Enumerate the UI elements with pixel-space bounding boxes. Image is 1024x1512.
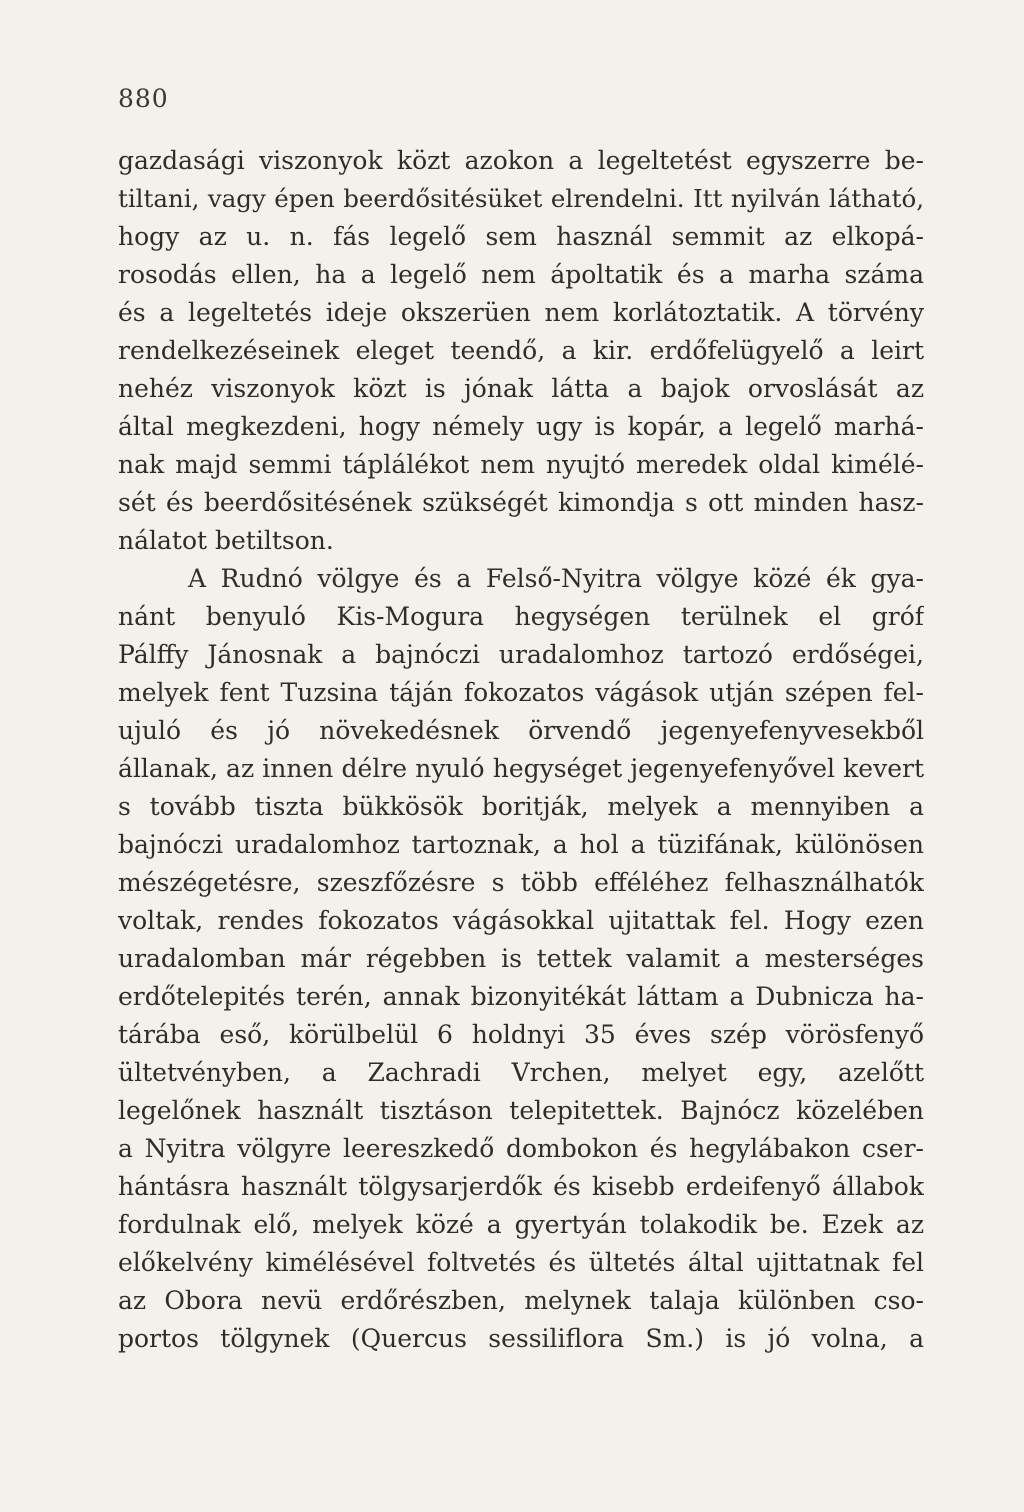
text-line: A Rudnó völgye és a Felső-Nyitra völgye közé ék gya-	[188, 564, 924, 593]
text-line: nálatot betiltson.	[118, 526, 334, 555]
text-line: az Obora nevü erdőrészben, melynek talaja különben cso-	[118, 1286, 924, 1315]
text-line: uradalomban már régebben is tettek valamit a mesterséges	[118, 944, 924, 973]
text-line: állanak, az innen délre nyuló hegységet jegenyefenyővel kevert	[118, 754, 924, 783]
body-text	[118, 142, 924, 1442]
text-line: nak majd semmi táplálékot nem nyujtó meredek oldal kimélé-	[118, 450, 924, 479]
text-line: és a legeltetés ideje okszerüen nem korlátoztatik. A törvény	[118, 298, 924, 327]
text-line: voltak, rendes fokozatos vágásokkal ujitattak fel. Hogy ezen	[118, 906, 924, 935]
text-line: hántásra használt tölgysarjerdők és kisebb erdeifenyő állabok	[118, 1172, 924, 1201]
text-line: a Nyitra völgyre leereszkedő dombokon és hegylábakon cser-	[118, 1134, 924, 1163]
text-line: nehéz viszonyok közt is jónak látta a bajok orvoslását az	[118, 374, 924, 403]
text-line: fordulnak elő, melyek közé a gyertyán tolakodik be. Ezek az	[118, 1210, 924, 1239]
text-line: erdőtelepités terén, annak bizonyitékát láttam a Dubnicza ha-	[118, 982, 924, 1011]
text-line: mészégetésre, szeszfőzésre s több efféléhez felhasználhatók	[118, 868, 924, 897]
text-line: ujuló és jó növekedésnek örvendő jegenyefenyvesekből	[118, 716, 924, 745]
page-number: 880	[118, 84, 169, 113]
text-line: ültetvényben, a Zachradi Vrchen, melyet egy, azelőtt	[118, 1058, 924, 1087]
text-line: sét és beerdősitésének szükségét kimondja s ott minden hasz-	[118, 488, 924, 517]
text-line: előkelvény kimélésével foltvetés és ültetés által ujittatnak fel	[118, 1248, 924, 1277]
text-line: hogy az u. n. fás legelő sem használ semmit az elkopá-	[118, 222, 924, 251]
text-line: nánt benyuló Kis-Mogura hegységen terülnek el gróf	[118, 602, 924, 631]
text-line: Pálffy Jánosnak a bajnóczi uradalomhoz tartozó erdőségei,	[118, 640, 924, 669]
text-line: portos tölgynek (Quercus sessiliflora Sm.) is jó volna, a	[118, 1324, 924, 1353]
text-line: rendelkezéseinek eleget teendő, a kir. erdőfelügyelő a leirt	[118, 336, 924, 365]
text-line: gazdasági viszonyok közt azokon a legeltetést egyszerre be-	[118, 146, 924, 175]
text-line: tiltani, vagy épen beerdősitésüket elrendelni. Itt nyilván látható,	[118, 184, 924, 213]
text-line: bajnóczi uradalomhoz tartoznak, a hol a tüzifának, különösen	[118, 830, 924, 859]
text-line: melyek fent Tuzsina táján fokozatos vágások utján szépen fel-	[118, 678, 924, 707]
text-line: tárába eső, körülbelül 6 holdnyi 35 éves szép vörösfenyő	[118, 1020, 924, 1049]
text-line: által megkezdeni, hogy némely ugy is kopár, a legelő marhá-	[118, 412, 924, 441]
text-line: s tovább tiszta bükkösök boritják, melyek a mennyiben a	[118, 792, 924, 821]
text-line: rosodás ellen, ha a legelő nem ápoltatik és a marha száma	[118, 260, 924, 289]
text-line: legelőnek használt tisztáson telepitettek. Bajnócz közelében	[118, 1096, 924, 1125]
